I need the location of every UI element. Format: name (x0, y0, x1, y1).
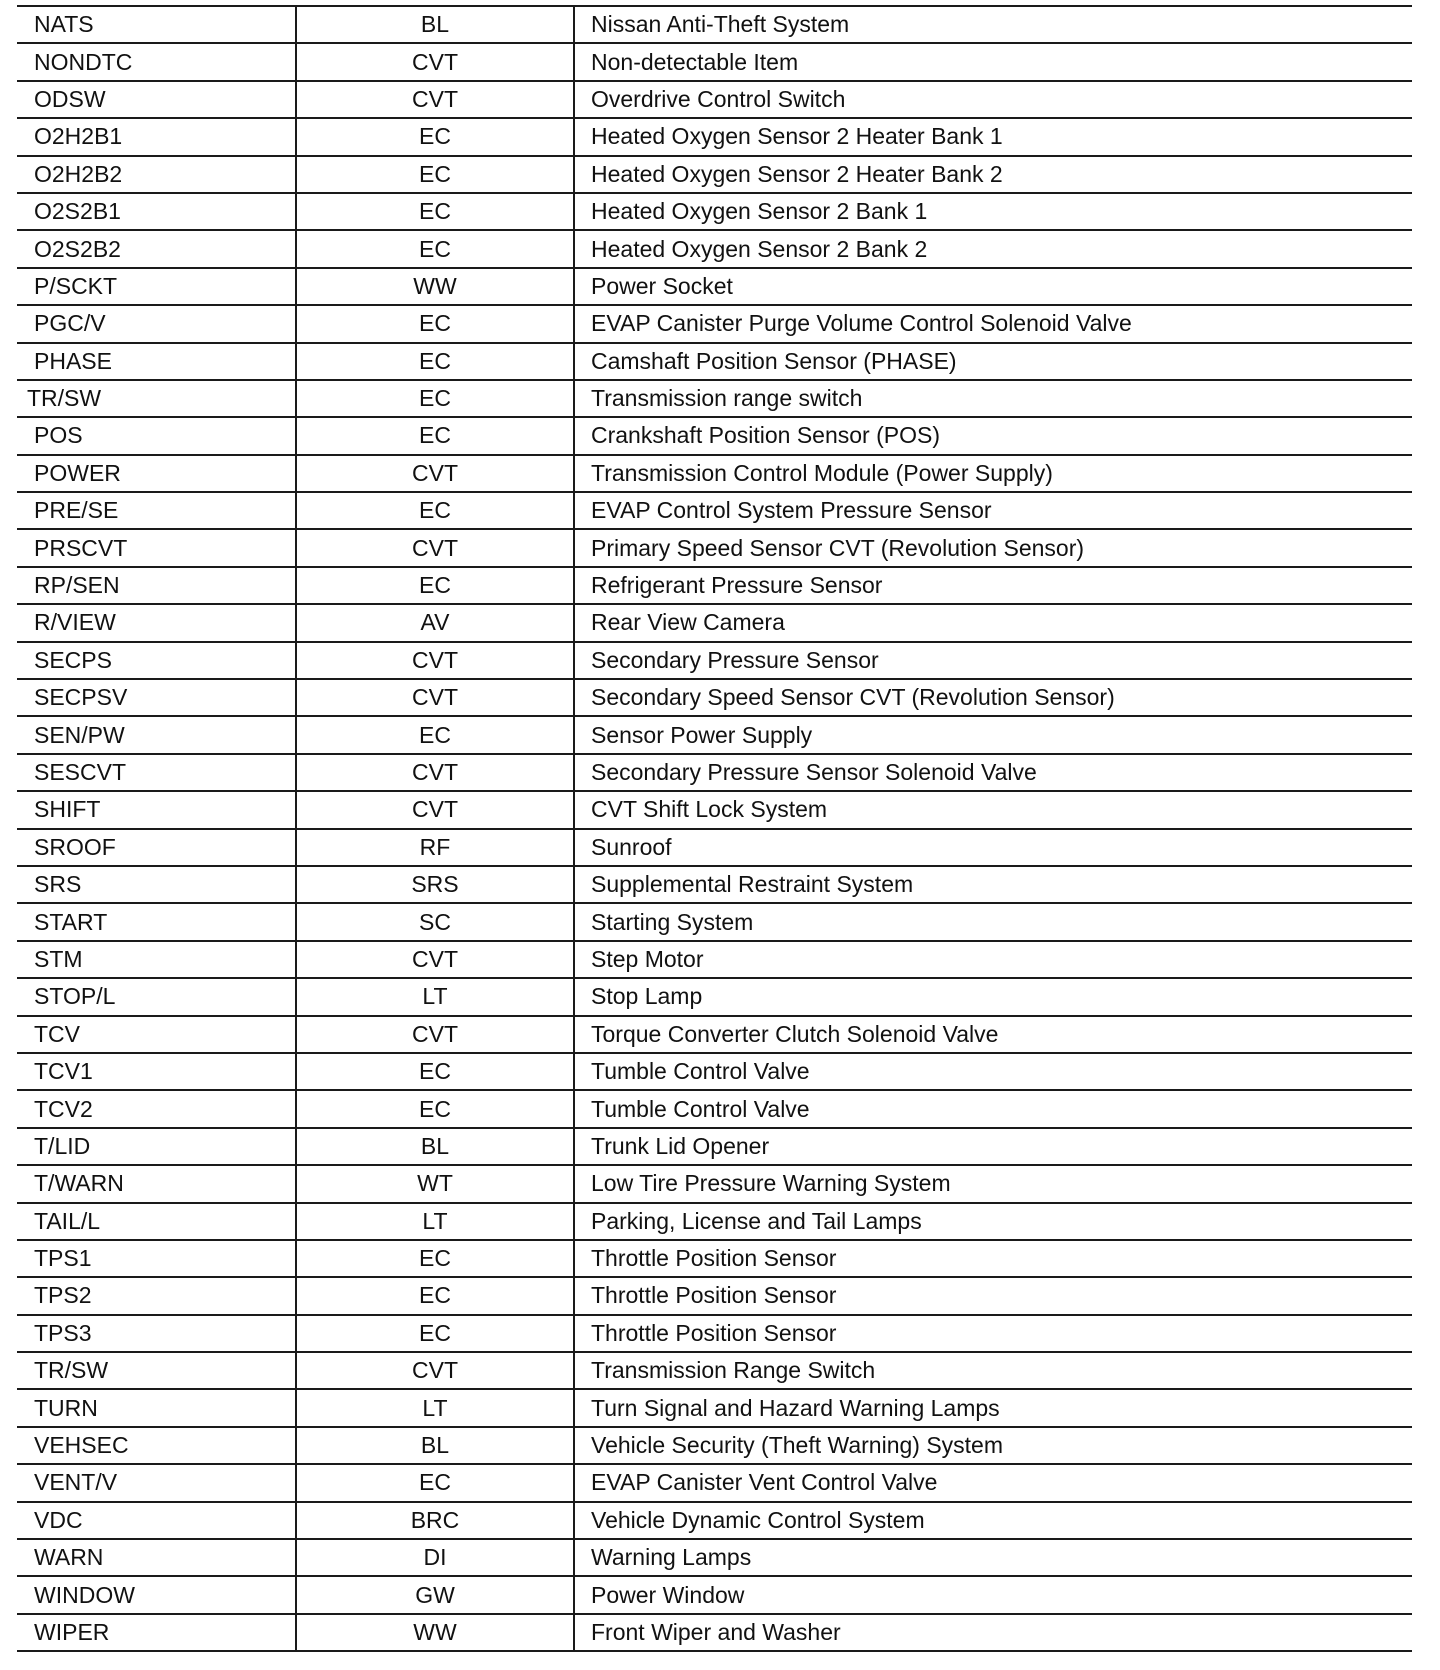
description-cell: Vehicle Dynamic Control System (574, 1502, 1412, 1539)
description-cell: Secondary Pressure Sensor (574, 642, 1412, 679)
description-cell: Heated Oxygen Sensor 2 Heater Bank 2 (574, 156, 1412, 193)
table-row (17, 1016, 1412, 1053)
description-cell: Overdrive Control Switch (574, 81, 1412, 118)
description-cell: Non-detectable Item (574, 43, 1412, 80)
code-cell: SRS (17, 866, 296, 903)
table-row (17, 1539, 1412, 1576)
code-cell: NONDTC (17, 43, 296, 80)
section-cell: RF (296, 829, 574, 866)
description-cell: Heated Oxygen Sensor 2 Bank 1 (574, 193, 1412, 230)
section-cell: SRS (296, 866, 574, 903)
description-cell: Supplemental Restraint System (574, 866, 1412, 903)
table-row (17, 642, 1412, 679)
code-cell: PRE/SE (17, 492, 296, 529)
table-row (17, 43, 1412, 80)
section-cell: CVT (296, 529, 574, 566)
table-row (17, 529, 1412, 566)
abbreviation-table (17, 5, 1412, 1652)
section-cell: EC (296, 305, 574, 342)
description-cell: Starting System (574, 903, 1412, 940)
code-cell: TR/SW (17, 380, 296, 417)
description-cell: EVAP Canister Vent Control Valve (574, 1464, 1412, 1501)
table-row (17, 305, 1412, 342)
table-row (17, 903, 1412, 940)
table-row (17, 1352, 1412, 1389)
code-cell: POS (17, 417, 296, 454)
table-row (17, 1389, 1412, 1426)
section-cell: CVT (296, 1352, 574, 1389)
code-cell: TCV (17, 1016, 296, 1053)
table-row (17, 1502, 1412, 1539)
table-row (17, 1427, 1412, 1464)
section-cell: EC (296, 1053, 574, 1090)
section-cell: LT (296, 1203, 574, 1240)
description-cell: Sensor Power Supply (574, 716, 1412, 753)
description-cell: Transmission Range Switch (574, 1352, 1412, 1389)
section-cell: CVT (296, 455, 574, 492)
table-row (17, 1203, 1412, 1240)
section-cell: EC (296, 567, 574, 604)
section-cell: AV (296, 604, 574, 641)
table-row (17, 716, 1412, 753)
table-row (17, 941, 1412, 978)
table-row (17, 679, 1412, 716)
description-cell: Low Tire Pressure Warning System (574, 1165, 1412, 1202)
code-cell: ODSW (17, 81, 296, 118)
code-cell: SESCVT (17, 754, 296, 791)
code-cell: TR/SW (17, 1352, 296, 1389)
table-row (17, 567, 1412, 604)
table-row (17, 1614, 1412, 1651)
code-cell: RP/SEN (17, 567, 296, 604)
description-cell: Throttle Position Sensor (574, 1240, 1412, 1277)
description-cell: Trunk Lid Opener (574, 1128, 1412, 1165)
table-row (17, 1053, 1412, 1090)
code-cell: WINDOW (17, 1576, 296, 1613)
code-cell: VEHSEC (17, 1427, 296, 1464)
description-cell: Camshaft Position Sensor (PHASE) (574, 343, 1412, 380)
section-cell: BL (296, 1427, 574, 1464)
section-cell: CVT (296, 791, 574, 828)
section-cell: BRC (296, 1502, 574, 1539)
description-cell: Nissan Anti-Theft System (574, 6, 1412, 43)
section-cell: EC (296, 193, 574, 230)
table-row (17, 1576, 1412, 1613)
description-cell: Torque Converter Clutch Solenoid Valve (574, 1016, 1412, 1053)
code-cell: TPS3 (17, 1315, 296, 1352)
table-row (17, 791, 1412, 828)
section-cell: EC (296, 118, 574, 155)
table-row (17, 380, 1412, 417)
code-cell: SEN/PW (17, 716, 296, 753)
description-cell: Tumble Control Valve (574, 1090, 1412, 1127)
section-cell: EC (296, 1240, 574, 1277)
code-cell: O2S2B1 (17, 193, 296, 230)
description-cell: Heated Oxygen Sensor 2 Bank 2 (574, 230, 1412, 267)
section-cell: GW (296, 1576, 574, 1613)
code-cell: TAIL/L (17, 1203, 296, 1240)
description-cell: Heated Oxygen Sensor 2 Heater Bank 1 (574, 118, 1412, 155)
code-cell: TPS1 (17, 1240, 296, 1277)
description-cell: Rear View Camera (574, 604, 1412, 641)
table-row (17, 268, 1412, 305)
table-row (17, 866, 1412, 903)
code-cell: SROOF (17, 829, 296, 866)
section-cell: DI (296, 1539, 574, 1576)
section-cell: EC (296, 1315, 574, 1352)
section-cell: LT (296, 1389, 574, 1426)
table-row (17, 604, 1412, 641)
section-cell: EC (296, 1277, 574, 1314)
section-cell: BL (296, 6, 574, 43)
code-cell: TPS2 (17, 1277, 296, 1314)
table-row (17, 230, 1412, 267)
description-cell: Power Window (574, 1576, 1412, 1613)
section-cell: EC (296, 1090, 574, 1127)
section-cell: CVT (296, 679, 574, 716)
code-cell: P/SCKT (17, 268, 296, 305)
code-cell: NATS (17, 6, 296, 43)
section-cell: EC (296, 716, 574, 753)
section-cell: LT (296, 978, 574, 1015)
description-cell: Warning Lamps (574, 1539, 1412, 1576)
description-cell: Crankshaft Position Sensor (POS) (574, 417, 1412, 454)
section-cell: CVT (296, 43, 574, 80)
code-cell: SECPSV (17, 679, 296, 716)
description-cell: Throttle Position Sensor (574, 1277, 1412, 1314)
description-cell: Power Socket (574, 268, 1412, 305)
table-row (17, 1464, 1412, 1501)
description-cell: Secondary Speed Sensor CVT (Revolution Sensor) (574, 679, 1412, 716)
table-row (17, 1240, 1412, 1277)
description-cell: Tumble Control Valve (574, 1053, 1412, 1090)
section-cell: CVT (296, 642, 574, 679)
code-cell: WIPER (17, 1614, 296, 1651)
description-cell: Turn Signal and Hazard Warning Lamps (574, 1389, 1412, 1426)
table-row (17, 6, 1412, 43)
section-cell: WT (296, 1165, 574, 1202)
table-row (17, 417, 1412, 454)
description-cell: Vehicle Security (Theft Warning) System (574, 1427, 1412, 1464)
abbreviation-table-body (17, 6, 1412, 1651)
code-cell: VDC (17, 1502, 296, 1539)
description-cell: Front Wiper and Washer (574, 1614, 1412, 1651)
code-cell: R/VIEW (17, 604, 296, 641)
description-cell: Throttle Position Sensor (574, 1315, 1412, 1352)
description-cell: Transmission range switch (574, 380, 1412, 417)
code-cell: O2H2B2 (17, 156, 296, 193)
section-cell: WW (296, 268, 574, 305)
table-row (17, 455, 1412, 492)
section-cell: EC (296, 343, 574, 380)
description-cell: Stop Lamp (574, 978, 1412, 1015)
code-cell: START (17, 903, 296, 940)
code-cell: TCV2 (17, 1090, 296, 1127)
table-row (17, 1315, 1412, 1352)
table-row (17, 81, 1412, 118)
description-cell: Step Motor (574, 941, 1412, 978)
code-cell: SECPS (17, 642, 296, 679)
section-cell: EC (296, 492, 574, 529)
table-row (17, 1277, 1412, 1314)
description-cell: CVT Shift Lock System (574, 791, 1412, 828)
code-cell: WARN (17, 1539, 296, 1576)
code-cell: O2S2B2 (17, 230, 296, 267)
code-cell: T/LID (17, 1128, 296, 1165)
description-cell: Transmission Control Module (Power Supply) (574, 455, 1412, 492)
description-cell: Secondary Pressure Sensor Solenoid Valve (574, 754, 1412, 791)
section-cell: EC (296, 417, 574, 454)
description-cell: Parking, License and Tail Lamps (574, 1203, 1412, 1240)
table-row (17, 343, 1412, 380)
code-cell: SHIFT (17, 791, 296, 828)
table-row (17, 1090, 1412, 1127)
table-row (17, 978, 1412, 1015)
table-row (17, 829, 1412, 866)
description-cell: Primary Speed Sensor CVT (Revolution Sensor) (574, 529, 1412, 566)
description-cell: Refrigerant Pressure Sensor (574, 567, 1412, 604)
code-cell: PRSCVT (17, 529, 296, 566)
code-cell: O2H2B1 (17, 118, 296, 155)
description-cell: EVAP Control System Pressure Sensor (574, 492, 1412, 529)
section-cell: CVT (296, 1016, 574, 1053)
table-row (17, 492, 1412, 529)
section-cell: CVT (296, 81, 574, 118)
section-cell: EC (296, 1464, 574, 1501)
section-cell: CVT (296, 754, 574, 791)
table-row (17, 193, 1412, 230)
table-row (17, 118, 1412, 155)
code-cell: STM (17, 941, 296, 978)
code-cell: VENT/V (17, 1464, 296, 1501)
table-row (17, 1165, 1412, 1202)
section-cell: SC (296, 903, 574, 940)
code-cell: PHASE (17, 343, 296, 380)
description-cell: Sunroof (574, 829, 1412, 866)
table-row (17, 1128, 1412, 1165)
code-cell: TCV1 (17, 1053, 296, 1090)
table-row (17, 754, 1412, 791)
section-cell: BL (296, 1128, 574, 1165)
table-row (17, 156, 1412, 193)
section-cell: WW (296, 1614, 574, 1651)
code-cell: PGC/V (17, 305, 296, 342)
code-cell: STOP/L (17, 978, 296, 1015)
section-cell: CVT (296, 941, 574, 978)
code-cell: T/WARN (17, 1165, 296, 1202)
code-cell: POWER (17, 455, 296, 492)
section-cell: EC (296, 380, 574, 417)
description-cell: EVAP Canister Purge Volume Control Solenoid Valve (574, 305, 1412, 342)
section-cell: EC (296, 230, 574, 267)
section-cell: EC (296, 156, 574, 193)
code-cell: TURN (17, 1389, 296, 1426)
